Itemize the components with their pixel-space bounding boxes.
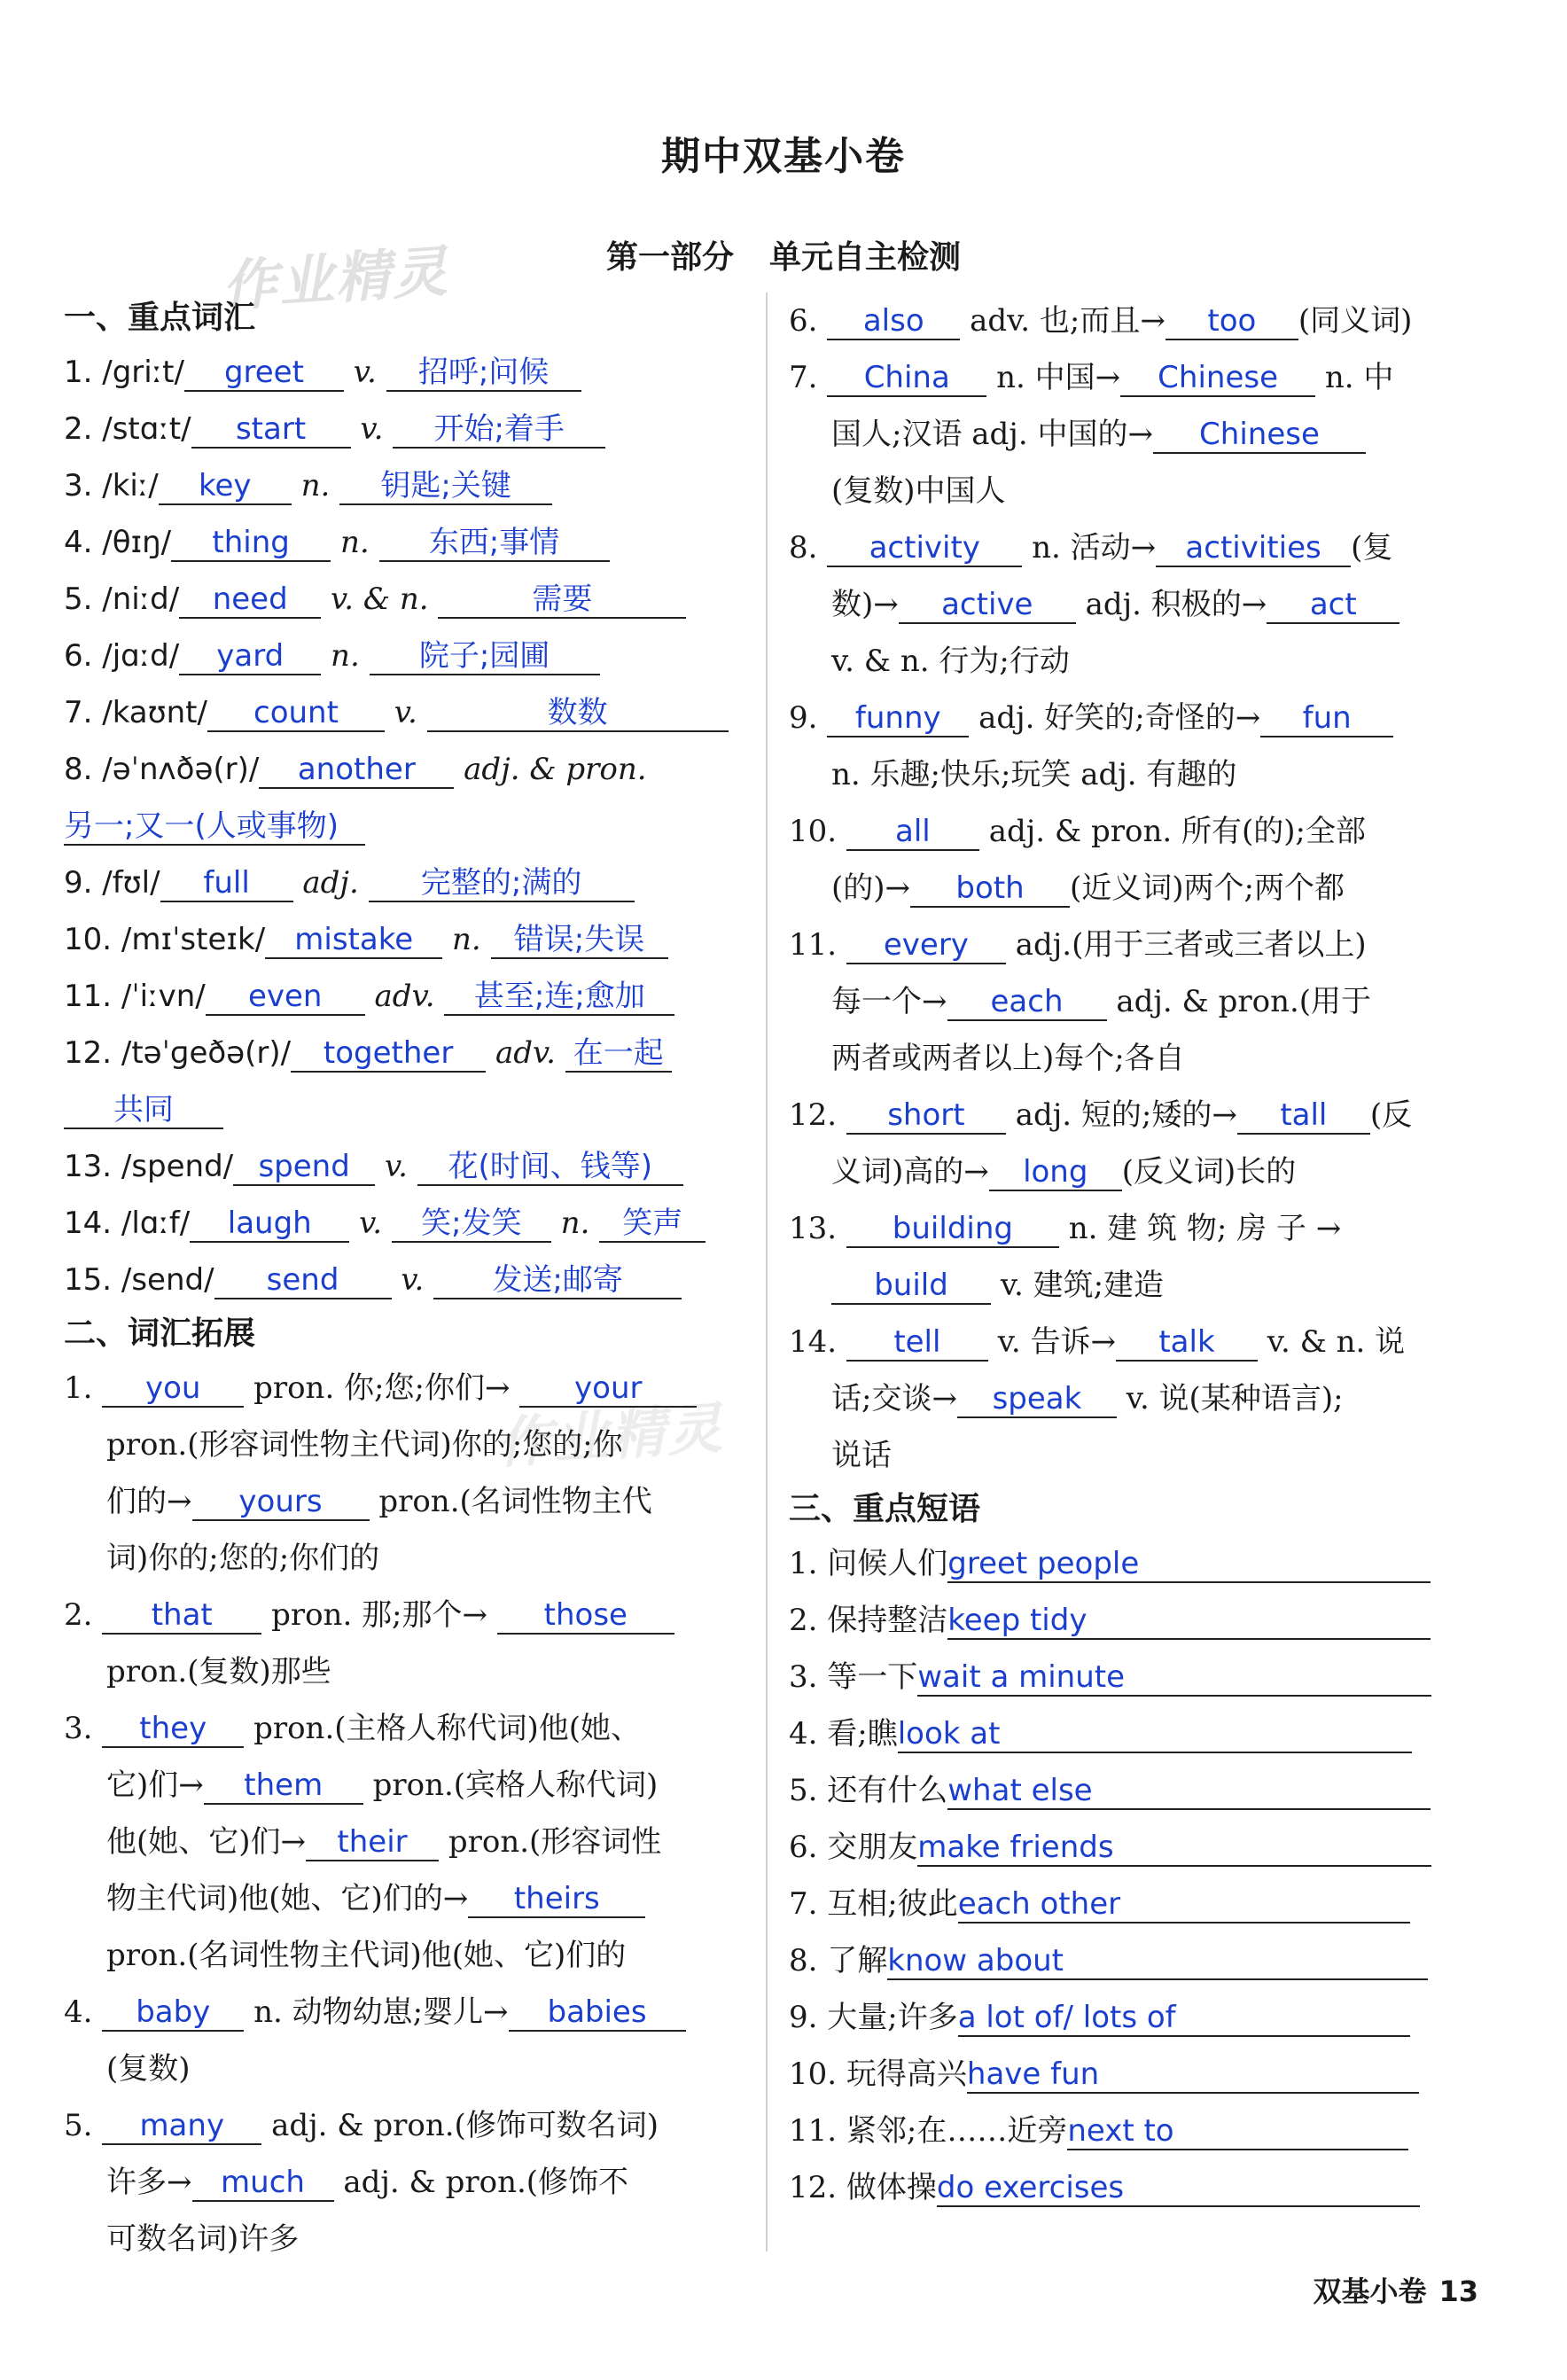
ext-item-cont: (复数) (106, 2051, 191, 2087)
ext-item-cont: 两者或两者以上)每个;各自 (831, 1041, 1185, 1076)
ext-item-cont: 可数名词)许多 (106, 2221, 300, 2257)
ext-item-cont: 们的→ yours pron.(名词性物主代 (106, 1484, 652, 1519)
ext-item-cont: pron.(名词性物主代词)他(她、它)们的 (106, 1938, 627, 1973)
phrase-item: 2. 保持整洁keep tidy (789, 1592, 1462, 1649)
vocab-item-cont: 另一;又一(人或事物) (64, 798, 746, 854)
vocab-item: 6. /jɑːd/ yard n. 院子;园圃 (64, 628, 746, 684)
phrase-item: 8. 了解know about (789, 1932, 1462, 1989)
vocab-item: 15. /send/ send v. 发送;邮寄 (64, 1252, 746, 1308)
vocab-item-cont: 共同 (64, 1081, 746, 1138)
ext-item: 14. tell v. 告诉→ talk v. & n. 说 (789, 1324, 1406, 1360)
phrase-item: 3. 等一下wait a minute (789, 1649, 1462, 1705)
ext-item-cont: 说话 (831, 1438, 892, 1473)
ext-item-cont: 它)们→ them pron.(宾格人称代词) (106, 1767, 659, 1803)
vocab-item: 9. /fʊl/ full adj. 完整的;满的 (64, 854, 746, 911)
phrase-item: 10. 玩得高兴have fun (789, 2046, 1462, 2103)
ext-item: 1. you pron. 你;您;你们→ your (64, 1360, 746, 1416)
phrase-item: 9. 大量;许多a lot of/ lots of (789, 1989, 1462, 2046)
part-name: 单元自主检测 (769, 238, 962, 276)
vocab-item: 12. /təˈɡeðə(r)/ together adv. 在一起 (64, 1025, 746, 1081)
ext-item: 10. all adj. & pron. 所有(的);全部 (789, 814, 1366, 849)
watermark: 作业精灵 (220, 238, 451, 319)
phrase-item: 4. 看;瞧look at (789, 1705, 1462, 1762)
ext-item: 11. every adj.(用于三者或三者以上) (789, 927, 1367, 963)
ext-item-cont: 他(她、它)们→ their pron.(形容词性 (106, 1824, 662, 1860)
page-subtitle (0, 232, 1567, 277)
vocab-item: 3. /kiː/ key n. 钥匙;关键 (64, 457, 746, 514)
vocab-item: 4. /θɪŋ/ thing n. 东西;事情 (64, 514, 746, 571)
phrase-item: 5. 还有什么what else (789, 1762, 1462, 1819)
section-heading: 三、重点短语 (789, 1491, 981, 1527)
phrase-item: 1. 问候人们greet people (789, 1535, 1462, 1592)
section-heading: 二、词汇拓展 (64, 1315, 256, 1352)
ext-item-cont: 词)你的;您的;你们的 (106, 1541, 380, 1576)
ext-item-cont: 国人;汉语 adj. 中国的→ Chinese (789, 406, 1462, 463)
ext-item: 7. China n. 中国→ Chinese n. 中 (789, 360, 1394, 395)
vocab-item: 7. /kaʊnt/ count v. 数数 (64, 684, 746, 741)
ext-item: 3. they pron.(主格人称代词)他(她、 (64, 1711, 642, 1746)
ext-item-cont: 义词)高的→ long (反义词)长的 (831, 1154, 1297, 1190)
ext-item-cont: 话;交谈→ speak v. 说(某种语言); (831, 1381, 1344, 1416)
vocab-item: 2. /stɑːt/ start v. 开始;着手 (64, 401, 746, 457)
ext-item-cont: 许多→ much adj. & pron.(修饰不 (106, 2165, 629, 2200)
ext-item-cont: v. & n. 行为;行动 (831, 644, 1070, 679)
ext-item: 13. building n. 建 筑 物; 房 子 → (789, 1211, 1342, 1246)
ext-item-cont: pron.(复数)那些 (106, 1654, 331, 1689)
column-divider (766, 293, 768, 2251)
ext-item: 6. also adv. 也;而且→ too (同义词) (789, 303, 1413, 339)
ext-item-cont: 数)→ active adj. 积极的→ act (789, 576, 1462, 633)
ext-item: 2. that pron. 那;那个→ those (64, 1587, 746, 1643)
vocab-item: 10. /mɪˈsteɪk/ mistake n. 错误;失误 (64, 911, 746, 968)
phrase-item: 11. 紧邻;在……近旁next to (789, 2103, 1462, 2159)
ext-item: 12. short adj. 短的;矮的→ tall (反 (789, 1097, 1413, 1133)
ext-item-cont: pron.(形容词性物主代词)你的;您的;你 (106, 1427, 623, 1463)
phrase-item: 12. 做体操do exercises (789, 2159, 1462, 2216)
ext-item-cont: 物主代词)他(她、它)们的→ theirs (64, 1870, 746, 1927)
footer-label: 双基小卷 (1313, 2275, 1427, 2308)
page-title: 期中双基小卷 (661, 134, 906, 179)
vocab-item: 1. /griːt/ greet v. 招呼;问候 (64, 344, 746, 401)
phrase-item: 7. 互相;彼此each other (789, 1876, 1462, 1932)
vocab-item: 14. /lɑːf/ laugh v. 笑;发笑 n. 笑声 (64, 1195, 746, 1252)
left-column (64, 293, 746, 2267)
ext-item-cont: (的)→ both (近义词)两个;两个都 (831, 870, 1345, 906)
ext-item: 4. baby n. 动物幼崽;婴儿→ babies (64, 1984, 746, 2041)
right-column (789, 293, 1462, 2216)
ext-item-cont: (复数)中国人 (831, 473, 1006, 509)
ext-item: 8. activity n. 活动→ activities (复 (789, 530, 1393, 566)
ext-item-cont: 每一个→ each adj. & pron.(用于 (831, 984, 1372, 1019)
page-number: 13 (1438, 2275, 1478, 2308)
vocab-item: 11. /ˈiːvn/ even adv. 甚至;连;愈加 (64, 968, 746, 1025)
phrase-item: 6. 交朋友make friends (789, 1819, 1462, 1876)
vocab-item: 5. /niːd/ need v. & n. 需要 (64, 571, 746, 628)
ext-item: 9. funny adj. 好笑的;奇怪的→ fun (789, 690, 1462, 746)
vocab-item: 8. /əˈnʌðə(r)/ another adj. & pron. (64, 752, 647, 787)
vocab-item: 13. /spend/ spend v. 花(时间、钱等) (64, 1138, 746, 1195)
ext-item-cont: build v. 建筑;建造 (789, 1257, 1462, 1314)
part-label: 第一部分 (605, 238, 734, 276)
section-heading: 一、重点词汇 (64, 300, 256, 336)
ext-item: 5. many adj. & pron.(修饰可数名词) (64, 2108, 659, 2143)
ext-item-cont: n. 乐趣;快乐;玩笑 adj. 有趣的 (831, 757, 1237, 792)
watermark: 作业精灵 (495, 1395, 726, 1476)
page-footer (1300, 2269, 1478, 2310)
